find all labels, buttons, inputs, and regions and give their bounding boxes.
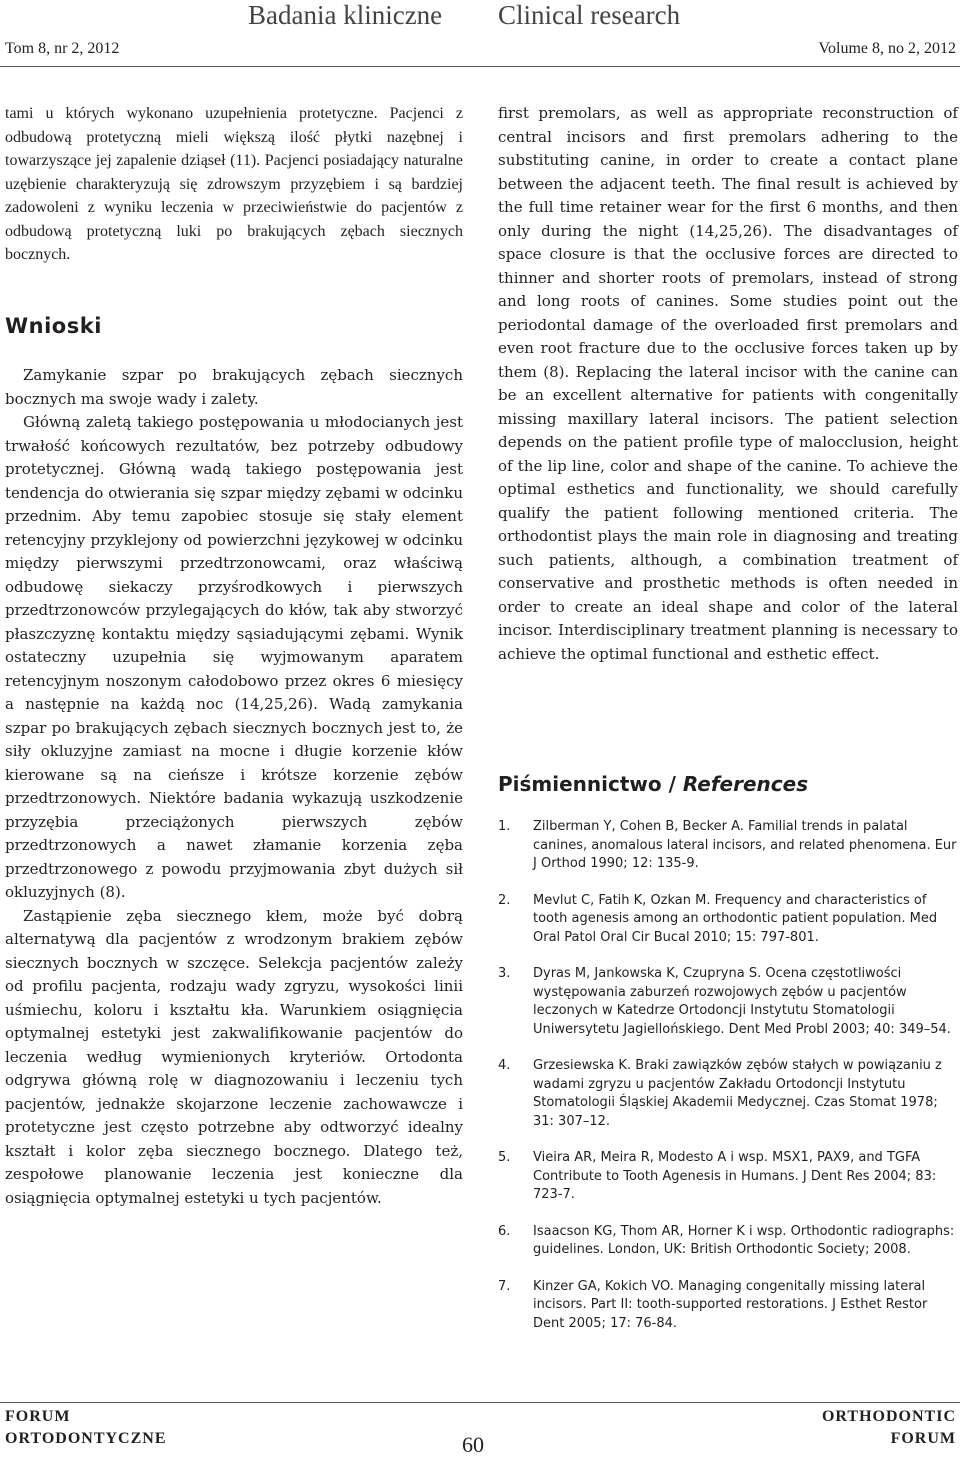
reference-text: Zilberman Y, Cohen B, Becker A. Familial trends in palatal canines, anomalous lateral incisors, and related phenomena. Eur J Orthod 1990; 12: 135-9. xyxy=(533,819,957,871)
section-title-wnioski: Wnioski xyxy=(5,313,102,338)
reference-text: Vieira AR, Meira R, Modesto A i wsp. MSX1, PAX9, and TGFA Contribute to Tooth Agenesis in Humans. J Dent Res 2004; 83: 723-7. xyxy=(533,1150,937,1202)
reference-item xyxy=(498,1278,960,1334)
references-title xyxy=(498,772,808,796)
reference-item xyxy=(498,1057,960,1131)
page-number: 60 xyxy=(462,1432,484,1457)
reference-number: 1. xyxy=(498,819,511,834)
reference-item xyxy=(498,965,960,1039)
reference-number: 7. xyxy=(498,1278,511,1294)
running-title-en: Clinical research xyxy=(498,0,681,30)
left-paragraph-4: Zastąpienie zęba siecznego kłem, może być dobrą alternatywą dla pacjentów z wrodzonym brakiem zębów siecznych bocznych w szczęce. Selekcja pacjentów zależy od profilu pacjenta, rodzaju wady zgryzu, wysokości linii uśmiechu, koloru i kształtu kła. Warunkiem osiągnięcia optymalnej estetyki jest zakwalifikowanie pacjentów do leczenia według wymienionych kryteriów. Ortodonta odgrywa główną rolę w diagnozowaniu i leczeniu tych pacjentów, jednakże skojarzone leczenie zachowawcze i protetyczne jest często potrzebne aby odtworzyć idealny kształt i kolor zęba siecznego bocznego. Dlatego też, zespołowe planowanie leczenia jest konieczne dla osiągnięcia optymalnej estetyki u tych pacjentów. xyxy=(5,906,463,1207)
reference-number: 3. xyxy=(498,966,511,981)
footer-journal-en xyxy=(822,1406,956,1450)
footer-right-line2: FORUM xyxy=(890,1430,956,1447)
reference-number: 4. xyxy=(498,1058,511,1073)
references-title-en: References xyxy=(682,772,809,796)
footer-journal-pl xyxy=(5,1406,167,1450)
footer-rule xyxy=(0,1402,960,1403)
reference-number: 6. xyxy=(498,1223,511,1239)
left-paragraph-3: Główną zaletą takiego postępowania u młodocianych jest trwałość końcowych rezultatów, bez potrzeby odbudowy protetycznej. Główną wadą takiego postępowania jest tendencja do otwierania się szpar między zębami w odcinku przednim. Aby temu zapobiec stosuje się stały element retencyjny przyklejony od powierzchni językowej w odcinku między pierwszymi przedtrzonowcami, oraz właściwą odbudowę siekaczy przyśrodkowych i pierwszych przedtrzonowców przylegających do kłów, tak aby stworzyć płaszczyznę kontaktu między sąsiadującymi zębami. Wynik ostateczny uzupełnia się wyjmowanym aparatem retencyjnym noszonym całodobowo przez okres 6 miesięcy a następnie na każdą noc (14,25,26). Wadą zamykania szpar po brakujących zębach siecznych bocznych jest to, że siły okluzyjne zamiast na mocne i długie korzenie kłów kierowane są na cieńsze i krótsze korzenie zębów przedtrzonowych. Niektóre badania wykazują uszkodzenie przyzębia przeciążonych pierwszych zębów przedtrzonowych a nawet złamanie korzenia zęba przedtrzonowego z powodu przyjmowania zbyt dużych sił okluzyjnych (8). xyxy=(5,413,463,901)
right-paragraph-1: first premolars, as well as appropriate reconstruction of central incisors and first premolars adhering to the substituting canine, in order to create a contact plane between the adjacent teeth. The final result is achieved by the full time retainer wear for the first 6 months, and then only during the night (14,25,26). The disadvantages of space closure is that the occlusive forces are directed to thinner and shorter roots of premolars, instead of strong and long roots of canines. Some studies point out the periodontal damage of the overloaded first premolars and even root fracture due to the occlusive forces taken up by them (8). Replacing the lateral incisor with the canine can be an excellent alternative for patients with congenitally missing maxillary lateral incisors. The patient selection depends on the patient profile type of malocclusion, height of the lip line, color and shape of the canine. To achieve the optimal esthetics and functionality, we should carefully qualify the patient following mentioned criteria. The orthodontist plays the main role in diagnosing and treating such patients, although, a combination treatment of conservative and prosthetic methods is often needed in order to create an ideal shape and color of the lateral incisor. Interdisciplinary treatment planning is necessary to achieve the optimal functional and esthetic effect. xyxy=(498,104,958,663)
running-title xyxy=(248,0,442,31)
reference-text: Kinzer GA, Kokich VO. Managing congenitally missing lateral incisors. Part II: tooth-supported restorations. J Esthet Restor Dent 2005; 17: 76-84. xyxy=(533,1278,928,1331)
footer-left-line1: FORUM xyxy=(5,1408,71,1425)
reference-item xyxy=(498,1223,960,1260)
reference-item xyxy=(498,818,960,874)
reference-text: Grzesiewska K. Braki zawiązków zębów stałych w powiązaniu z wadami zgryzu u pacjentów Zakładu Ortodoncji Instytutu Stomatologii Śląskiej Akademii Medycznej. Czas Stomat 1978; 31: 307–12. xyxy=(533,1058,942,1129)
reference-text: Isaacson KG, Thom AR, Horner K i wsp. Orthodontic radiographs: guidelines. London, UK: British Orthodontic Society; 2008. xyxy=(533,1223,955,1257)
references-list xyxy=(498,818,960,1351)
volume-pl: Tom 8, nr 2, 2012 xyxy=(5,40,120,57)
reference-text: Mevlut C, Fatih K, Ozkan M. Frequency and characteristics of tooth agenesis among an orthodontic patient population. Med Oral Patol Oral Cir Bucal 2010; 15: 797-801. xyxy=(533,892,938,945)
right-column xyxy=(498,102,958,666)
reference-item xyxy=(498,1149,960,1205)
reference-item xyxy=(498,892,960,948)
running-title-pl: Badania kliniczne xyxy=(248,0,443,30)
left-column xyxy=(5,102,463,1210)
footer-left-line2: ORTODONTYCZNE xyxy=(5,1430,167,1447)
left-paragraph-2: Zamykanie szpar po brakujących zębach siecznych bocznych ma swoje wady i zalety. xyxy=(5,366,463,408)
running-title-en-wrap xyxy=(498,0,680,31)
left-paragraph-1: tami u których wykonano uzupełnienia protetyczne. Pacjenci z odbudową protetyczną mieli większą ilość płytki nazębnej i towarzyszące jej zapalenie dziąseł (11). Pacjenci posiadający naturalne uzębienie charakteryzują się zdrowszym przyzębiem i są bardziej zadowoleni z wyniku leczenia w przeciwieństwie do pacjentów z odbudową protetyczną luki po brakujących zębach siecznych bocznych. xyxy=(5,105,463,263)
header-rule xyxy=(0,66,960,67)
footer-right-line1: ORTHODONTIC xyxy=(821,1408,956,1425)
volume-en: Volume 8, no 2, 2012 xyxy=(818,40,956,57)
reference-number: 2. xyxy=(498,892,511,908)
references-title-pl: Piśmiennictwo / xyxy=(498,772,683,796)
reference-number: 5. xyxy=(498,1150,511,1165)
reference-text: Dyras M, Jankowska K, Czupryna S. Ocena częstotliwości występowania zaburzeń rozwojowych zębów u pacjentów leczonych w Katedrze Ortodoncji Instytutu Stomatologii Uniwersytetu Jagiellońskiego. Dent Med Probl 2003; 40: 349–54. xyxy=(533,966,951,1037)
